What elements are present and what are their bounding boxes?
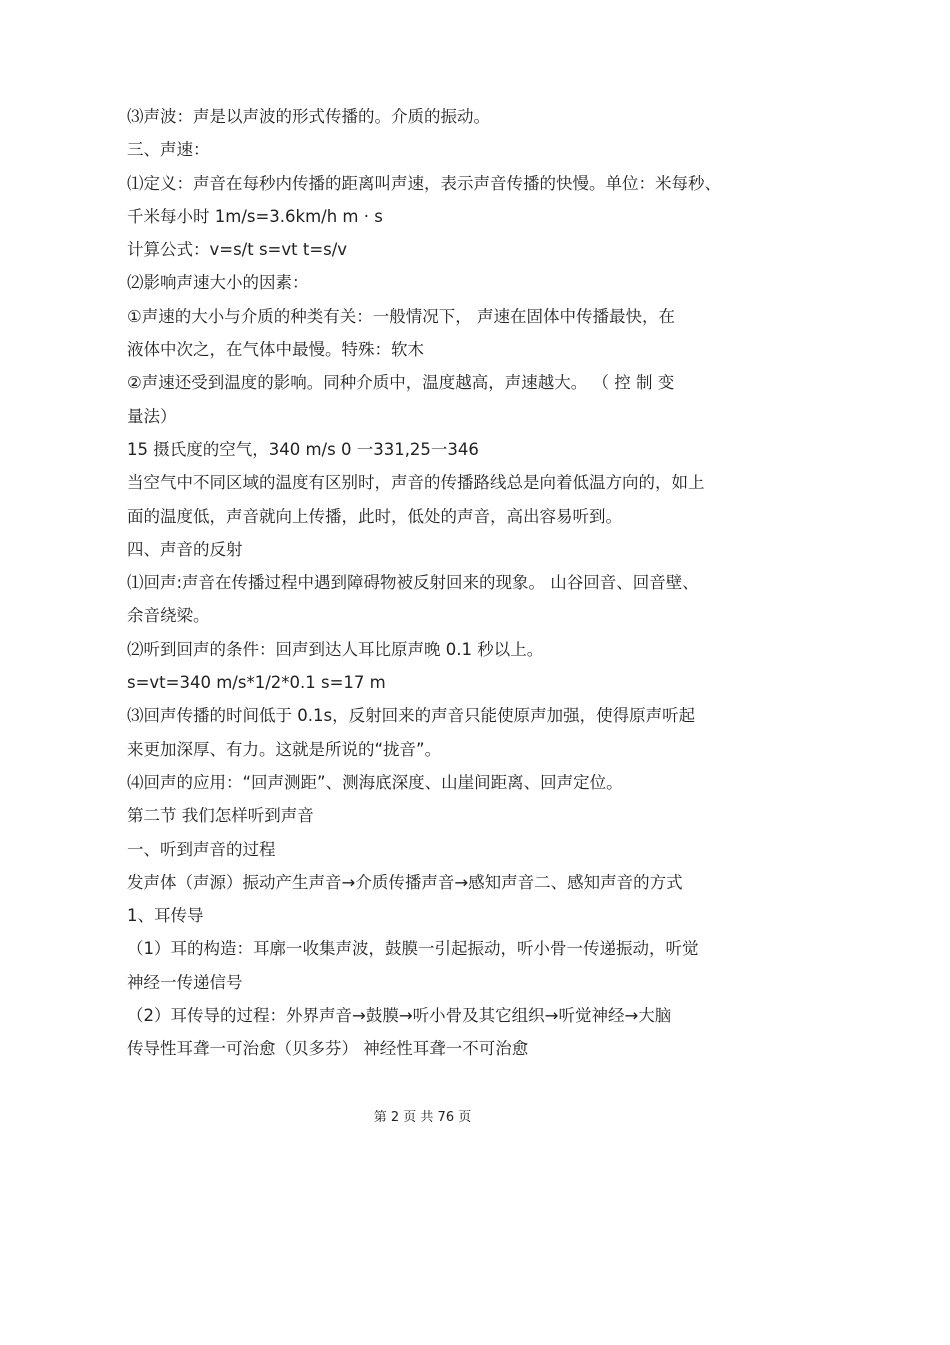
section-heading: 四、声音的反射 <box>127 539 243 559</box>
text-line: ⑵听到回声的条件：回声到达人耳比原声晚 0.1 秒以上。 <box>127 639 544 659</box>
text-line: ⑶回声传播的时间低于 0.1s，反射回来的声音只能使原声加强，使得原声听起 <box>127 706 696 726</box>
formula-line: 计算公式：v=s/t s=vt t=s/v <box>127 240 348 260</box>
text-line: 千米每小时 1m/s=3.6km/h m · s <box>127 206 383 226</box>
section-heading: 一、听到声音的过程 <box>127 839 276 859</box>
text-line: 余音绕梁。 <box>127 606 210 626</box>
text-line: ⑶声波：声是以声波的形式传播的。介质的振动。 <box>127 107 490 126</box>
formula-line: s=vt=340 m/s*1/2*0.1 s=17 m <box>127 673 386 693</box>
text-line: （2）耳传导的过程：外界声音→鼓膜→听小骨及其它组织→听觉神经→大脑 <box>127 1006 672 1026</box>
text-line: 当空气中不同区域的温度有区别时，声音的传播路线总是向着低温方向的，如上 <box>127 473 705 493</box>
text-line: ②声速还受到温度的影响。同种介质中，温度越高，声速越大。 （ 控 制 变 <box>127 373 675 393</box>
page-number-footer: 第 2 页 共 76 页 <box>373 1110 472 1125</box>
text-line: ⑵影响声速大小的因素： <box>127 273 309 293</box>
text-line: ⑴定义：声音在每秒内传播的距离叫声速，表示声音传播的快慢。单位：米每秒、 <box>127 173 721 193</box>
text-line: 神经一传递信号 <box>127 972 243 992</box>
section-heading: 三、声速： <box>127 140 210 160</box>
chapter-heading: 第二节 我们怎样听到声音 <box>127 806 314 826</box>
text-line: 来更加深厚、有力。这就是所说的“拢音”。 <box>127 739 442 759</box>
text-line: ⑴回声:声音在传播过程中遇到障碍物被反射回来的现象。 山谷回音、回音壁、 <box>127 573 699 593</box>
text-line: 面的温度低，声音就向上传播，此时，低处的声音，高出容易听到。 <box>127 506 622 526</box>
subsection-heading: 1、耳传导 <box>127 906 204 926</box>
text-line: 传导性耳聋一可治愈（贝多芬） 神经性耳聋一不可治愈 <box>127 1039 529 1059</box>
document-body <box>127 100 727 1066</box>
text-line: ①声速的大小与介质的种类有关：一般情况下， 声速在固体中传播最快，在 <box>127 306 676 326</box>
text-line: ⑷回声的应用：“回声测距”、测海底深度、山崖间距离、回声定位。 <box>127 772 623 792</box>
text-line: 量法） <box>127 406 177 426</box>
text-line: 15 摄氏度的空气，340 m/s 0 一331,25一346 <box>127 439 479 459</box>
text-line: （1）耳的构造：耳廓一收集声波，鼓膜一引起振动，听小骨一传递振动，听觉 <box>127 939 699 959</box>
text-line: 发声体（声源）振动产生声音→介质传播声音→感知声音二、感知声音的方式 <box>127 872 683 892</box>
text-line: 液体中次之，在气体中最慢。特殊：软木 <box>127 340 424 360</box>
